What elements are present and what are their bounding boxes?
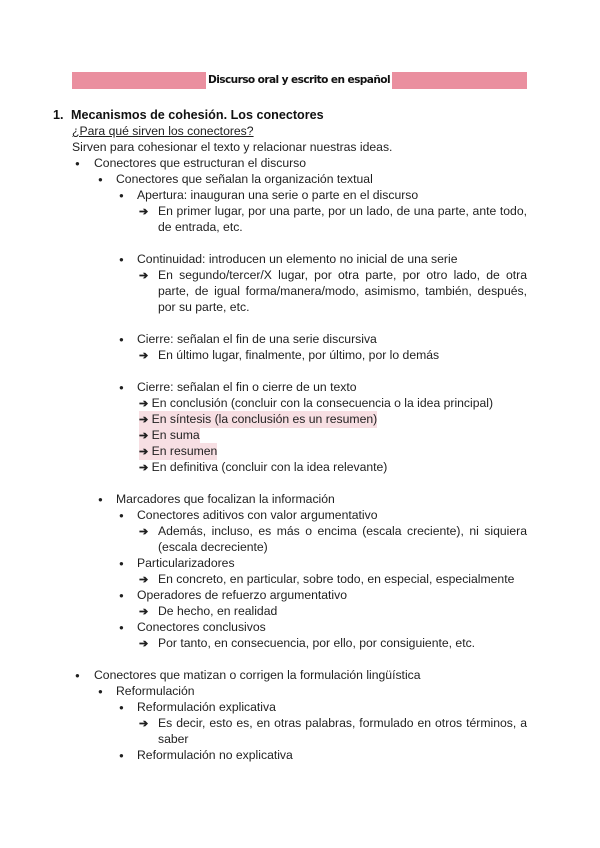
example-text: En primer lugar, por una parte, por un lado, de una parte, ante todo, de entrada, etc. — [158, 204, 527, 234]
arrow-icon — [139, 603, 148, 620]
bullet-icon — [119, 331, 124, 349]
bullet-icon — [119, 187, 124, 205]
example-text: En segundo/tercer/X lugar, por otra parte, por otro lado, de otra parte, de igual forma/manera/modo, asimismo, también, después, por su parte, etc. — [158, 268, 527, 314]
list-item-text: Particularizadores — [137, 556, 235, 570]
section-number: 1. — [53, 108, 64, 122]
bullet-icon — [98, 171, 103, 189]
list-item-text: Conectores conclusivos — [137, 620, 266, 634]
example-text: Es decir, esto es, en otras palabras, formulado en otros términos, a saber — [158, 716, 527, 746]
bullet-icon — [75, 667, 80, 685]
arrow-icon — [139, 428, 148, 442]
list-item-text: Cierre: señalan el fin de una serie discursiva — [137, 332, 377, 346]
list-item-text: Conectores que señalan la organización textual — [116, 172, 373, 186]
section-title: Mecanismos de cohesión. Los conectores — [71, 108, 324, 122]
example-text: En definitiva (concluir con la idea relevante) — [151, 460, 388, 474]
example-text: Por tanto, en consecuencia, por ello, por consiguiente, etc. — [158, 636, 476, 650]
header-accent-bar-left — [72, 72, 206, 89]
bullet-icon — [98, 491, 103, 509]
bullet-icon — [119, 619, 124, 637]
bullet-icon — [119, 379, 124, 397]
list-item-text: Operadores de refuerzo argumentativo — [137, 588, 348, 602]
example-text: En concreto, en particular, sobre todo, en especial, especialmente — [158, 572, 515, 586]
example-line — [139, 395, 493, 412]
bullet-icon — [98, 683, 103, 701]
bullet-icon — [119, 587, 124, 605]
arrow-icon — [139, 267, 148, 284]
section-answer: Sirven para cohesionar el texto y relacionar nuestras ideas. — [72, 140, 393, 154]
example-text: En suma — [151, 428, 200, 442]
arrow-icon — [139, 523, 148, 540]
arrow-icon — [139, 635, 148, 652]
arrow-icon — [139, 412, 148, 426]
arrow-icon — [139, 715, 148, 732]
example-text: En último lugar, finalmente, por último, por lo demás — [158, 348, 440, 362]
header-accent-bar-right — [392, 72, 527, 89]
list-item-text: Reformulación explicativa — [137, 700, 276, 714]
example-line-highlighted — [139, 411, 377, 428]
arrow-icon — [139, 203, 148, 220]
list-item-text: Conectores que matizan o corrigen la formulación lingüística — [94, 668, 421, 682]
list-item-text: Apertura: inauguran una serie o parte en el discurso — [137, 188, 419, 202]
arrow-icon — [139, 571, 148, 588]
document-header — [72, 72, 527, 89]
example-text: En síntesis (la conclusión es un resumen) — [151, 412, 378, 426]
list-item-text: Reformulación — [116, 684, 195, 698]
document-title: Discurso oral y escrito en español — [208, 74, 390, 86]
bullet-icon — [119, 747, 124, 765]
bullet-icon — [75, 155, 80, 173]
section-heading — [53, 107, 324, 123]
example-text: En conclusión (concluir con la consecuencia o la idea principal) — [151, 396, 494, 410]
arrow-icon — [139, 347, 148, 364]
section-question: ¿Para qué sirven los conectores? — [72, 124, 254, 138]
list-item-text: Conectores que estructuran el discurso — [94, 156, 307, 170]
bullet-icon — [119, 699, 124, 717]
list-item-text: Reformulación no explicativa — [137, 748, 293, 762]
bullet-icon — [119, 251, 124, 269]
example-text: Además, incluso, es más o encima (escala creciente), ni siquiera (escala decreciente) — [158, 524, 527, 554]
bullet-icon — [119, 507, 124, 525]
example-text: De hecho, en realidad — [158, 604, 278, 618]
example-line — [139, 459, 387, 476]
list-item-text: Marcadores que focalizan la información — [116, 492, 335, 506]
bullet-icon — [119, 555, 124, 573]
arrow-icon — [139, 444, 148, 458]
arrow-icon — [139, 460, 148, 474]
arrow-icon — [139, 396, 148, 410]
list-item-text: Cierre: señalan el fin o cierre de un texto — [137, 380, 357, 394]
list-item-text: Conectores aditivos con valor argumentativo — [137, 508, 378, 522]
list-item-text: Continuidad: introducen un elemento no inicial de una serie — [137, 252, 458, 266]
example-line-highlighted — [139, 443, 217, 460]
example-line-highlighted — [139, 427, 200, 444]
example-text: En resumen — [151, 444, 218, 458]
